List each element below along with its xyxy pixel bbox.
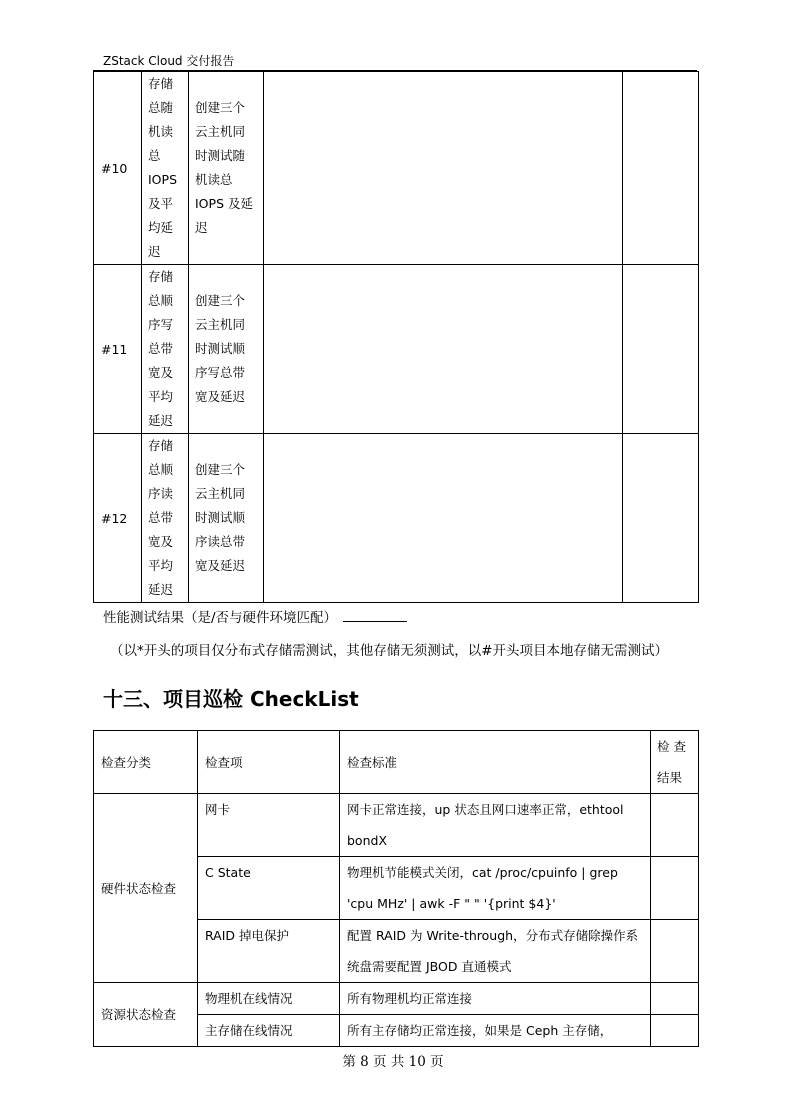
- check-item: 物理机在线情况: [198, 983, 340, 1015]
- test-id: #12: [94, 434, 142, 603]
- section-title: 十三、项目巡检 CheckList: [103, 687, 359, 711]
- test-description-line: 时测试顺: [195, 341, 246, 356]
- check-standard: 所有物理机均正常连接: [340, 983, 651, 1015]
- test-name-line: 宽及: [148, 365, 174, 380]
- test-remark-cell[interactable]: [623, 72, 699, 265]
- test-name: [142, 265, 189, 434]
- test-description-line: 机读总: [195, 172, 233, 187]
- test-result-cell[interactable]: [264, 72, 623, 265]
- test-name-line: 总: [148, 148, 161, 163]
- check-result-cell[interactable]: [651, 983, 699, 1015]
- test-description: [189, 72, 264, 265]
- performance-result-blank[interactable]: [343, 608, 407, 622]
- check-standard: 所有主存储均正常连接，如果是 Ceph 主存储，: [340, 1015, 651, 1047]
- test-name-line: 总顺: [148, 293, 174, 308]
- test-name-line: 存储: [148, 438, 174, 453]
- table-row: [94, 72, 699, 265]
- test-name-line: 序读: [148, 486, 174, 501]
- header-result: [651, 731, 699, 794]
- table-row: [94, 794, 699, 857]
- test-description-line: 云主机同: [195, 124, 246, 139]
- test-description-line: 创建三个: [195, 100, 246, 115]
- test-name-line: 均延: [148, 220, 174, 235]
- test-description-line: 宽及延迟: [195, 558, 246, 573]
- test-name: [142, 434, 189, 603]
- check-result-cell[interactable]: [651, 794, 699, 857]
- test-name-line: IOPS: [148, 172, 177, 187]
- test-name-line: 迟: [148, 244, 161, 259]
- test-name-line: 延迟: [148, 582, 174, 597]
- check-standard: 网卡正常连接，up 状态且网口速率正常，ethtool bondX: [340, 794, 651, 857]
- test-name-line: 平均: [148, 389, 174, 404]
- test-description-line: 宽及延迟: [195, 389, 246, 404]
- test-description-line: IOPS 及延: [195, 196, 253, 211]
- header-standard: 检查标准: [340, 731, 651, 794]
- test-description-line: 时测试随: [195, 148, 246, 163]
- check-item: 主存储在线情况: [198, 1015, 340, 1047]
- test-name-line: 总顺: [148, 462, 174, 477]
- checklist-table: [93, 730, 699, 1047]
- report-header-title: ZStack Cloud 交付报告: [103, 54, 235, 68]
- test-name-line: 平均: [148, 558, 174, 573]
- header-item: 检查项: [198, 731, 340, 794]
- test-description-line: 云主机同: [195, 317, 246, 332]
- check-item: C State: [198, 857, 340, 920]
- test-description: [189, 434, 264, 603]
- check-result-cell[interactable]: [651, 1015, 699, 1047]
- test-name-line: 存储: [148, 76, 174, 91]
- performance-result-line: [103, 606, 407, 626]
- check-standard: 配置 RAID 为 Write-through，分布式存储除操作系统盘需要配置 JBOD 直通模式: [340, 920, 651, 983]
- check-result-cell[interactable]: [651, 920, 699, 983]
- check-result-cell[interactable]: [651, 857, 699, 920]
- table-header-row: [94, 731, 699, 794]
- performance-result-label: 性能测试结果（是/否与硬件环境匹配）: [103, 610, 338, 626]
- check-standard: 物理机节能模式关闭，cat /proc/cpuinfo | grep 'cpu MHz' | awk -F " " '{print $4}': [340, 857, 651, 920]
- table-row: [94, 265, 699, 434]
- table-row: [94, 983, 699, 1015]
- test-description-line: 创建三个: [195, 293, 246, 308]
- test-description-line: 云主机同: [195, 486, 246, 501]
- test-name-line: 及平: [148, 196, 174, 211]
- test-name-line: 总随: [148, 100, 174, 115]
- test-description: [189, 265, 264, 434]
- test-remark-cell[interactable]: [623, 265, 699, 434]
- test-id: #11: [94, 265, 142, 434]
- test-description-line: 时测试顺: [195, 510, 246, 525]
- check-category: 资源状态检查: [94, 983, 198, 1047]
- test-remark-cell[interactable]: [623, 434, 699, 603]
- test-name-line: 总带: [148, 341, 174, 356]
- test-name-line: 总带: [148, 510, 174, 525]
- test-description-line: 序读总带: [195, 534, 246, 549]
- test-result-cell[interactable]: [264, 265, 623, 434]
- test-name: [142, 72, 189, 265]
- test-name-line: 宽及: [148, 534, 174, 549]
- test-name-line: 存储: [148, 269, 174, 284]
- test-scope-note: （以*开头的项目仅分布式存储需测试，其他存储无须测试，以#开头项目本地存储无需测试）: [110, 643, 669, 659]
- page-footer: 第 8 页 共 10 页: [342, 1054, 444, 1070]
- test-description-line: 序写总带: [195, 365, 246, 380]
- table-row: [94, 434, 699, 603]
- check-item: 网卡: [198, 794, 340, 857]
- test-name-line: 机读: [148, 124, 174, 139]
- header-result-line: 检 查: [657, 739, 686, 754]
- test-name-line: 序写: [148, 317, 174, 332]
- performance-test-table: [93, 71, 699, 603]
- test-name-line: 延迟: [148, 413, 174, 428]
- test-result-cell[interactable]: [264, 434, 623, 603]
- test-description-line: 创建三个: [195, 462, 246, 477]
- header-result-line: 结果: [657, 770, 683, 785]
- test-description-line: 迟: [195, 220, 208, 235]
- check-category: 硬件状态检查: [94, 794, 198, 983]
- header-category: 检查分类: [94, 731, 198, 794]
- test-id: #10: [94, 72, 142, 265]
- check-item: RAID 掉电保护: [198, 920, 340, 983]
